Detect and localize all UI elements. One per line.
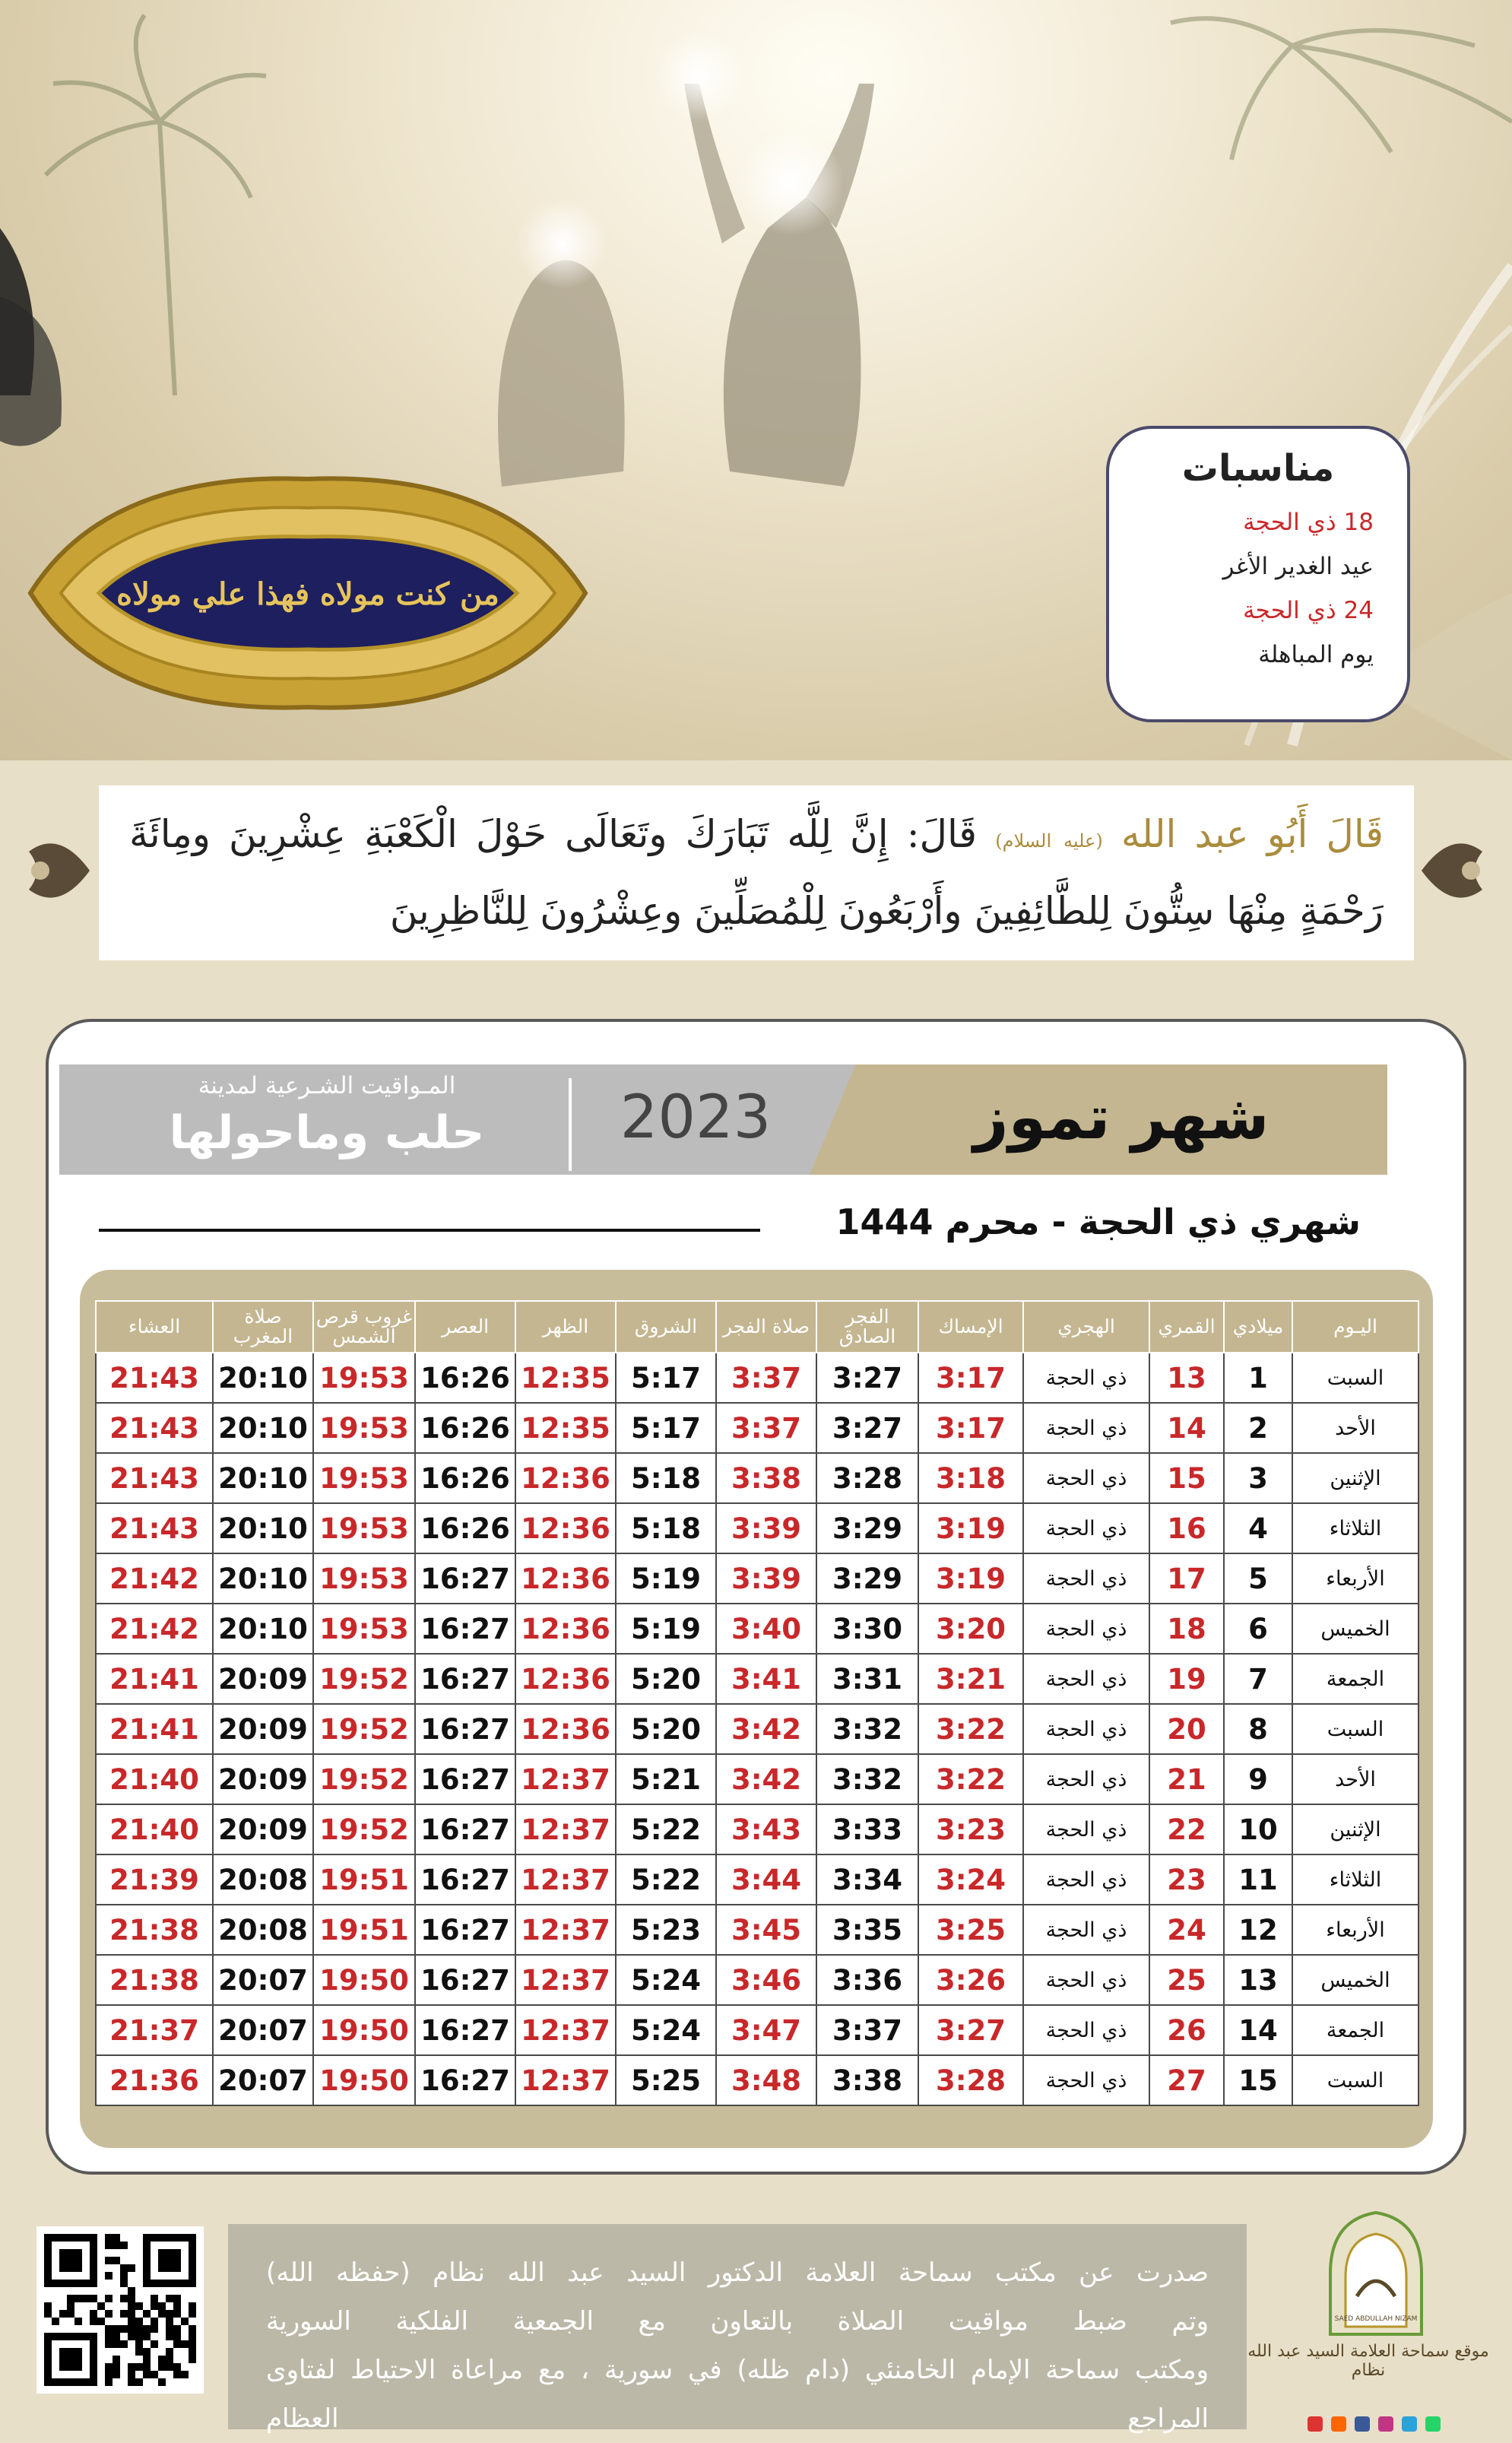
table-cell: 20:07: [213, 1955, 313, 2005]
social-icons: [1308, 2416, 1452, 2433]
hijri-months-label: شهري ذي الحجة - محرم 1444: [835, 1201, 1361, 1242]
table-row: [96, 1905, 1418, 1955]
table-cell: 5:20: [616, 1704, 716, 1754]
table-cell: 16:27: [415, 1754, 515, 1804]
table-cell: 19:50: [313, 2005, 415, 2055]
instagram-icon[interactable]: [1378, 2416, 1393, 2432]
table-cell: 19:51: [313, 1854, 415, 1905]
table-cell: 20:08: [213, 1854, 313, 1905]
table-cell: 26: [1149, 2005, 1224, 2055]
city-subtitle: المـواقيت الشـرعية لمدينة: [198, 1072, 456, 1099]
table-cell: 3:31: [816, 1654, 918, 1704]
table-cell: 6: [1224, 1604, 1292, 1654]
header-divider: [569, 1078, 572, 1171]
table-row: [96, 1503, 1418, 1553]
table-cell: 19:52: [313, 1804, 415, 1854]
table-cell: ذي الحجة: [1023, 1654, 1149, 1704]
table-cell: السبت: [1292, 2055, 1418, 2105]
occasion-name: يوم المباهلة: [1258, 641, 1374, 668]
qr-code-icon: [36, 2226, 204, 2394]
logo-latin-text: SAED ABDULLAH NIZAM: [1334, 2315, 1418, 2323]
table-row: [96, 2005, 1418, 2055]
table-cell: 19:52: [313, 1654, 415, 1704]
table-cell: 3:29: [816, 1553, 918, 1604]
logo-caption: موقع سماحة العلامة السيد عبد الله نظام: [1247, 2342, 1489, 2380]
table-cell: 2: [1224, 1403, 1292, 1453]
table-cell: ذي الحجة: [1023, 2055, 1149, 2105]
table-cell: 12:36: [515, 1704, 616, 1754]
table-cell: 5:23: [616, 1905, 716, 1955]
table-cell: 3:28: [918, 2055, 1023, 2105]
table-cell: 3:46: [716, 1955, 816, 2005]
table-cell: 19:50: [313, 1955, 415, 2005]
column-header: غروب قرص الشمس: [313, 1301, 415, 1353]
year-label: 2023: [620, 1083, 772, 1152]
quote-text: [129, 799, 1384, 946]
table-cell: 19:50: [313, 2055, 415, 2105]
table-cell: السبت: [1292, 1353, 1418, 1403]
table-cell: 21:40: [96, 1754, 213, 1804]
table-cell: 16:27: [415, 2055, 515, 2105]
table-cell: 21:42: [96, 1604, 213, 1654]
table-cell: 3:22: [918, 1704, 1023, 1754]
ornament-left-icon: [14, 821, 97, 920]
honorific-icon: (عليه السلام): [995, 830, 1103, 852]
table-cell: 3:30: [816, 1604, 918, 1654]
table-cell: الخميس: [1292, 1955, 1418, 2005]
column-header: العصر: [415, 1301, 515, 1353]
table-cell: 21:40: [96, 1804, 213, 1854]
table-cell: 20:08: [213, 1905, 313, 1955]
table-cell: 3:39: [716, 1503, 816, 1553]
table-cell: 3:40: [716, 1604, 816, 1654]
table-cell: 3:38: [816, 2055, 918, 2105]
table-cell: 15: [1149, 1453, 1224, 1503]
table-cell: السبت: [1292, 1704, 1418, 1754]
table-cell: 21:36: [96, 2055, 213, 2105]
occasions-title: مناسبات: [1181, 447, 1335, 490]
table-cell: 16:27: [415, 1854, 515, 1905]
table-cell: 16:27: [415, 1654, 515, 1704]
table-cell: 5:20: [616, 1654, 716, 1704]
table-row: [96, 1704, 1418, 1754]
table-cell: الأحد: [1292, 1754, 1418, 1804]
table-cell: 21:43: [96, 1453, 213, 1503]
table-cell: 16:27: [415, 1804, 515, 1854]
table-cell: ذي الحجة: [1023, 1704, 1149, 1754]
table-cell: 21:37: [96, 2005, 213, 2055]
table-cell: 3:21: [918, 1654, 1023, 1704]
youtube-icon[interactable]: [1308, 2416, 1323, 2432]
column-header: صلاة المغرب: [213, 1301, 313, 1353]
calligraphy-text: من كنت مولاه فهذا علي مولاه: [116, 576, 499, 612]
table-cell: 16: [1149, 1503, 1224, 1553]
table-cell: ذي الحجة: [1023, 1905, 1149, 1955]
table-cell: 3:45: [716, 1905, 816, 1955]
table-row: [96, 1754, 1418, 1804]
table-cell: 20:09: [213, 1654, 313, 1704]
ornament-right-icon: [1414, 821, 1498, 920]
table-cell: 3:22: [918, 1754, 1023, 1804]
table-cell: 3:27: [816, 1353, 918, 1403]
occasion-date: 18 ذي الحجة: [1243, 509, 1374, 536]
table-cell: 16:27: [415, 1604, 515, 1654]
table-cell: 12: [1224, 1905, 1292, 1955]
table-cell: 16:26: [415, 1503, 515, 1553]
table-header-row: [96, 1301, 1418, 1353]
table-cell: الإثنين: [1292, 1804, 1418, 1854]
table-cell: 23: [1149, 1854, 1224, 1905]
table-cell: 16:26: [415, 1403, 515, 1453]
table-cell: 19:53: [313, 1453, 415, 1503]
table-cell: 5: [1224, 1553, 1292, 1604]
table-cell: 1: [1224, 1353, 1292, 1403]
table-cell: ذي الحجة: [1023, 1955, 1149, 2005]
table-cell: 3:48: [716, 2055, 816, 2105]
column-header: العشاء: [96, 1301, 213, 1353]
table-cell: 21:38: [96, 1905, 213, 1955]
table-cell: 3:27: [918, 2005, 1023, 2055]
table-cell: ذي الحجة: [1023, 1804, 1149, 1854]
table-cell: 19:51: [313, 1905, 415, 1955]
table-cell: 15: [1224, 2055, 1292, 2105]
table-cell: 3:29: [816, 1503, 918, 1553]
column-header: القمري: [1149, 1301, 1224, 1353]
table-cell: 20:09: [213, 1804, 313, 1854]
table-cell: 3:18: [918, 1453, 1023, 1503]
table-cell: 5:19: [616, 1553, 716, 1604]
hadith-quote: [99, 785, 1414, 960]
table-cell: 3:34: [816, 1854, 918, 1905]
table-cell: 12:36: [515, 1553, 616, 1604]
table-cell: 19:53: [313, 1604, 415, 1654]
table-cell: 10: [1224, 1804, 1292, 1854]
column-header: صلاة الفجر: [716, 1301, 816, 1353]
table-cell: 20:09: [213, 1704, 313, 1754]
table-cell: 16:27: [415, 1704, 515, 1754]
table-cell: الأحد: [1292, 1403, 1418, 1453]
table-cell: 25: [1149, 1955, 1224, 2005]
table-cell: 21: [1149, 1754, 1224, 1804]
table-cell: 19:52: [313, 1704, 415, 1754]
table-cell: 20:07: [213, 2005, 313, 2055]
table-cell: 3:20: [918, 1604, 1023, 1654]
table-cell: 20:09: [213, 1754, 313, 1804]
table-row: [96, 1453, 1418, 1503]
table-cell: 21:41: [96, 1654, 213, 1704]
table-cell: 3:36: [816, 1955, 918, 2005]
table-cell: ذي الحجة: [1023, 1854, 1149, 1905]
table-cell: 12:37: [515, 2005, 616, 2055]
column-header: الفجر الصادق: [816, 1301, 918, 1353]
table-cell: 16:27: [415, 1955, 515, 2005]
table-cell: 21:38: [96, 1955, 213, 2005]
table-cell: 12:37: [515, 1754, 616, 1804]
table-cell: 3:19: [918, 1553, 1023, 1604]
table-cell: 21:43: [96, 1403, 213, 1453]
table-cell: 11: [1224, 1854, 1292, 1905]
footer-line: وتم ضبط مواقيت الصلاة بالتعاون مع الجمعية الفلكية السورية: [266, 2306, 1209, 2337]
table-cell: 20:10: [213, 1503, 313, 1553]
table-cell: ذي الحجة: [1023, 1604, 1149, 1654]
table-cell: 24: [1149, 1905, 1224, 1955]
table-cell: 12:37: [515, 1804, 616, 1854]
footer-line: صدرت عن مكتب سماحة العلامة الدكتور السيد عبد الله نظام (حفظه الله): [266, 2257, 1209, 2288]
table-cell: 20:10: [213, 1553, 313, 1604]
table-cell: 12:37: [515, 1854, 616, 1905]
table-row: [96, 1403, 1418, 1453]
quote-body: قَالَ: إِنَّ لِلَّه تَبَارَكَ وتَعَالَى حَوْلَ الْكَعْبَةِ عِشْرِينَ ومِائَةَ رَحْمَةٍ مِنْهَا سِتُّونَ لِلطَّائِفِينَ وأَرْبَعُونَ لِلْمُصَلِّينَ وعِشْرُونَ لِلنَّاظِرِينَ: [129, 812, 1384, 933]
occasions-box: [1106, 426, 1410, 722]
table-row: [96, 1955, 1418, 2005]
table-cell: ذي الحجة: [1023, 1403, 1149, 1453]
city-title: حلب وماحولها: [169, 1106, 485, 1160]
soundcloud-icon[interactable]: [1331, 2416, 1346, 2432]
occasion-date: 24 ذي الحجة: [1243, 597, 1374, 624]
table-cell: 16:27: [415, 1905, 515, 1955]
quote-speaker: قَالَ أَبُو عبد الله: [1121, 812, 1384, 856]
table-cell: 3:17: [918, 1403, 1023, 1453]
table-cell: ذي الحجة: [1023, 1754, 1149, 1804]
table-cell: 20:10: [213, 1604, 313, 1654]
table-cell: 14: [1149, 1403, 1224, 1453]
table-cell: 12:36: [515, 1604, 616, 1654]
table-cell: 5:19: [616, 1604, 716, 1654]
table-cell: 3: [1224, 1453, 1292, 1503]
table-cell: 3:19: [918, 1503, 1023, 1553]
column-header: اليـوم: [1292, 1301, 1418, 1353]
table-cell: 18: [1149, 1604, 1224, 1654]
table-row: [96, 1854, 1418, 1905]
table-cell: 5:17: [616, 1403, 716, 1453]
table-cell: 3:32: [816, 1754, 918, 1804]
prayer-times-table: [95, 1300, 1419, 2106]
table-cell: 19:53: [313, 1553, 415, 1604]
table-cell: 3:23: [918, 1804, 1023, 1854]
table-cell: 20:10: [213, 1353, 313, 1403]
table-cell: 3:44: [716, 1854, 816, 1905]
table-cell: 19: [1149, 1654, 1224, 1704]
whatsapp-icon[interactable]: [1425, 2416, 1441, 2432]
table-cell: 19:53: [313, 1503, 415, 1553]
qr-code[interactable]: [36, 2226, 204, 2394]
table-cell: 3:33: [816, 1804, 918, 1854]
table-cell: 3:26: [918, 1955, 1023, 2005]
table-cell: ذي الحجة: [1023, 1353, 1149, 1403]
table-cell: 12:36: [515, 1453, 616, 1503]
table-cell: 21:42: [96, 1553, 213, 1604]
table-cell: 3:42: [716, 1704, 816, 1754]
table-cell: 20:10: [213, 1403, 313, 1453]
column-header: الظهر: [515, 1301, 616, 1353]
table-cell: 19:52: [313, 1754, 415, 1804]
table-cell: 5:21: [616, 1754, 716, 1804]
table-row: [96, 1654, 1418, 1704]
table-cell: 3:37: [716, 1403, 816, 1453]
table-cell: 3:38: [716, 1453, 816, 1503]
table-cell: 12:37: [515, 1955, 616, 2005]
table-row: [96, 1553, 1418, 1604]
table-cell: 20: [1149, 1704, 1224, 1754]
table-cell: الأربعاء: [1292, 1905, 1418, 1955]
table-cell: 3:39: [716, 1553, 816, 1604]
table-cell: 3:43: [716, 1804, 816, 1854]
column-header: الشروق: [616, 1301, 716, 1353]
table-row: [96, 1604, 1418, 1654]
table-cell: 5:18: [616, 1503, 716, 1553]
table-cell: 7: [1224, 1654, 1292, 1704]
table-cell: 5:24: [616, 2005, 716, 2055]
table-cell: ذي الحجة: [1023, 1503, 1149, 1553]
table-cell: 3:42: [716, 1754, 816, 1804]
table-cell: 21:41: [96, 1704, 213, 1754]
table-cell: 12:37: [515, 1905, 616, 1955]
table-cell: 3:47: [716, 2005, 816, 2055]
table-cell: 12:36: [515, 1654, 616, 1704]
table-cell: 12:35: [515, 1353, 616, 1403]
logo-icon: [1315, 2205, 1437, 2342]
footer-credits: [228, 2224, 1247, 2434]
table-cell: 21:43: [96, 1353, 213, 1403]
table-cell: 3:28: [816, 1453, 918, 1503]
table-cell: 3:41: [716, 1654, 816, 1704]
table-cell: 16:27: [415, 2005, 515, 2055]
table-cell: 13: [1149, 1353, 1224, 1403]
table-cell: ذي الحجة: [1023, 1553, 1149, 1604]
table-cell: 8: [1224, 1704, 1292, 1754]
table-cell: 3:27: [816, 1403, 918, 1453]
table-cell: 21:39: [96, 1854, 213, 1905]
table-cell: 17: [1149, 1553, 1224, 1604]
table-row: [96, 1353, 1418, 1403]
table-cell: الثلاثاء: [1292, 1503, 1418, 1553]
table-cell: 19:53: [313, 1353, 415, 1403]
table-cell: 12:35: [515, 1403, 616, 1453]
table-cell: الجمعة: [1292, 1654, 1418, 1704]
column-header: الإمساك: [918, 1301, 1023, 1353]
table-row: [96, 1804, 1418, 1854]
table-cell: 4: [1224, 1503, 1292, 1553]
table-cell: 21:43: [96, 1503, 213, 1553]
table-cell: 3:17: [918, 1353, 1023, 1403]
table-cell: 12:37: [515, 2055, 616, 2105]
table-cell: 3:25: [918, 1905, 1023, 1955]
table-cell: الثلاثاء: [1292, 1854, 1418, 1905]
table-cell: 16:27: [415, 1553, 515, 1604]
calligraphy-banner: [15, 449, 601, 738]
table-cell: 16:26: [415, 1353, 515, 1403]
telegram-icon[interactable]: [1402, 2416, 1417, 2432]
table-cell: 5:17: [616, 1353, 716, 1403]
table-cell: الخميس: [1292, 1604, 1418, 1654]
table-cell: الأربعاء: [1292, 1553, 1418, 1604]
table-cell: ذي الحجة: [1023, 1453, 1149, 1503]
table-cell: 3:37: [716, 1353, 816, 1403]
table-cell: 3:37: [816, 2005, 918, 2055]
table-cell: 3:24: [918, 1854, 1023, 1905]
table-cell: 27: [1149, 2055, 1224, 2105]
table-cell: 5:18: [616, 1453, 716, 1503]
divider-line: [99, 1229, 760, 1232]
table-cell: 16:26: [415, 1453, 515, 1503]
table-cell: 14: [1224, 2005, 1292, 2055]
occasion-name: عيد الغدير الأغر: [1222, 553, 1374, 580]
column-header: الهجري: [1023, 1301, 1149, 1353]
table-cell: 22: [1149, 1804, 1224, 1854]
facebook-icon[interactable]: [1355, 2416, 1370, 2432]
table-row: [96, 2055, 1418, 2105]
table-cell: 5:25: [616, 2055, 716, 2105]
table-cell: 19:53: [313, 1403, 415, 1453]
table-cell: 9: [1224, 1754, 1292, 1804]
table-cell: 13: [1224, 1955, 1292, 2005]
table-cell: 20:07: [213, 2055, 313, 2105]
table-cell: 5:22: [616, 1854, 716, 1905]
table-cell: الجمعة: [1292, 2005, 1418, 2055]
column-header: ميلادي: [1224, 1301, 1292, 1353]
month-title: شهر تموز: [973, 1082, 1270, 1153]
table-cell: 20:10: [213, 1453, 313, 1503]
table-cell: ذي الحجة: [1023, 2005, 1149, 2055]
table-cell: 5:24: [616, 1955, 716, 2005]
table-cell: الإثنين: [1292, 1453, 1418, 1503]
table-cell: 5:22: [616, 1804, 716, 1854]
footer-line: ومكتب سماحة الإمام الخامنئي (دام ظله) في سورية ، مع مراعاة الاحتياط لفتاوى المراجع العظام: [266, 2355, 1209, 2434]
table-cell: 12:36: [515, 1503, 616, 1553]
table-cell: 3:35: [816, 1905, 918, 1955]
table-cell: 3:32: [816, 1704, 918, 1754]
